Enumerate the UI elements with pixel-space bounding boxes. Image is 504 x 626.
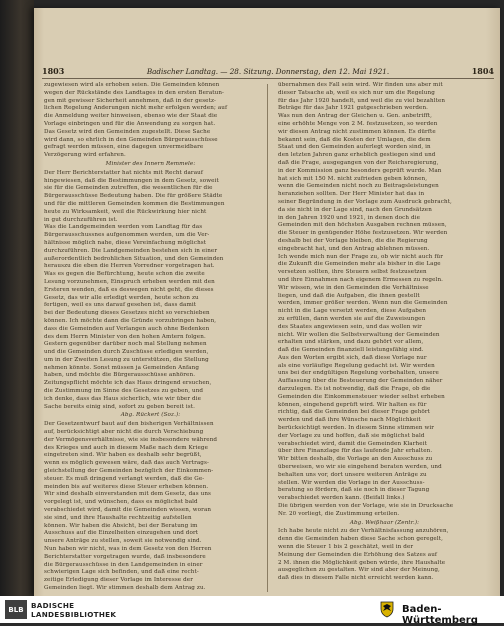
text-line: zugewiesen wird als erhoben seien. Die Gemeinden können xyxy=(44,82,220,88)
text-line: hältnisse möglich nahe, diese Vereinfachung möglichst xyxy=(44,239,207,246)
text-line: des Krieges und auch in diesem Maße nach dem Kriege xyxy=(44,444,209,451)
text-line: Bürgerausschüsse Bedeutung haben. Die für größere Städte xyxy=(44,193,223,200)
text-line: für das Jahr 1920 handelt, und weil die zu viel bezahlten xyxy=(278,97,446,104)
text-line: Zeitungspflicht möchte ich das Haus dringend ersuchen, xyxy=(44,380,212,387)
text-line: wegen der Rückstände des Landtages in den ersten Beratun- xyxy=(44,89,225,96)
text-line: sie sind, und ihre Haushalte rechtzeitig aufstellen xyxy=(44,514,192,521)
text-line: verabschiedet wird, damit die Gemeinden Klarheit xyxy=(278,440,427,447)
text-line: des Staates angewiesen sein, und das wollen wir xyxy=(278,323,422,330)
text-line: Das Gesetz wird den Gemeinden zugestellt. Diese Sache xyxy=(44,128,211,135)
text-line: daß die Frage, ausgegangen von der Reichsregierung, xyxy=(278,159,439,166)
text-line: wenn die Steuer 1 bis 2 geschätzt, weil in der xyxy=(278,544,414,551)
text-line: in der Kommission ganz besonders geprüft wurde. Man xyxy=(278,167,442,174)
text-line: Berichterstatter vorgetragen wurde, daß insbesondere xyxy=(44,553,206,560)
text-line: nehmen könnte. Sonst müssen ja Gemeinden Anfang xyxy=(44,364,200,371)
text-line: Sache bereits einig sind, sofort zu geben bereit ist. xyxy=(44,403,195,410)
text-line: des dem Herrn Minister von den hohen Ämtern folgen. xyxy=(44,333,206,340)
text-line: die Zustimmung im Sinne des Gesetzes zu geben, und xyxy=(44,388,204,395)
text-line: Vorlage einbringen und für die Anwendung zu sorgen hat. xyxy=(44,120,216,127)
text-line: um in der Zweiten Lesung zu unterstützen, die Stellung xyxy=(44,356,209,363)
column-divider xyxy=(267,84,268,592)
text-line: in gut durchzuführen ist. xyxy=(44,216,118,223)
text-line: Die übrigen werden von der Vorlage, wie sie in Drucksache xyxy=(278,503,454,510)
blb-logo[interactable]: BLB xyxy=(5,600,27,619)
text-line: Lesung vorzunehmen, Einspruch erheben werden mit den xyxy=(44,278,215,285)
text-line: Verzögerung wird erfahren. xyxy=(44,152,126,159)
text-line: eine erhöhte Menge von 2 M. festzusetzen, so werden xyxy=(278,120,438,127)
text-line: liegen, und daß die Aufgaben, die ihnen gestellt xyxy=(278,292,420,299)
text-line: Nun haben wir nicht, was in dem Gesetz von den Herren xyxy=(44,546,212,553)
text-line: daß dies in diesem Falle nicht erreicht werden kann. xyxy=(278,575,434,582)
bw-crest-icon xyxy=(378,600,396,618)
text-line: die Steuer in genügender Höhe festzusetzen. Wir werden xyxy=(278,230,448,237)
text-line: Gemeinden die Einkommensteuer wieder selbst erheben xyxy=(278,393,445,400)
text-line: Ausschuss auf die Einzelheiten einzugehen und dort xyxy=(44,530,199,537)
text-line: deshalb bei der Vorlage bleiben, die die Regierung xyxy=(278,237,428,244)
text-line: Was nun den Antrag der Gleichen u. Gen. anbetrifft, xyxy=(278,113,433,120)
text-line: schwierigen Lage sich befinden, und daß eine recht- xyxy=(44,569,199,576)
text-line: Gemeinden liegt. Wir stimmen deshalb dem Antrag zu. xyxy=(44,585,206,591)
text-line: fertigen, weil es uns darauf gesehen ist, dass damit xyxy=(44,302,197,309)
text-line: ich denke, dass das Haus sicherlich, wie wir über die xyxy=(44,395,202,402)
text-line: können, eingehend geprüft wird. Wir halten es für xyxy=(278,401,427,408)
text-line: Beträge für das Jahr 1921 gutgeschrieben werden. xyxy=(278,105,429,112)
text-line: und ihre Einnahmen nach eigenem Ermessen zu regeln. xyxy=(278,276,444,283)
speaker-heading: Abg. Rückert (Soz.): xyxy=(120,412,181,419)
text-line: Gesetz, das wir alle erledigt werden, heute schon zu xyxy=(44,294,199,301)
text-line: die Bürgerausschüsse in den Landgemeinden in einer xyxy=(44,561,203,568)
text-line: übernahmen des Fall sein wird. Wir finden uns aber mit xyxy=(278,82,443,88)
text-line: stellen. Wir werden die Vorlage in der Ausschuss- xyxy=(278,479,425,486)
text-line: hingewiesen, daß die Bestimmungen in dem Gesetz, soweit xyxy=(44,177,219,184)
text-line: eingetreten sind. Wir haben es deshalb sehr begrüßt, xyxy=(44,452,202,459)
text-line: Wir sind deshalb einverstanden mit dem Gesetz, das uns xyxy=(44,491,212,498)
page-header xyxy=(42,66,494,79)
text-line: Bürgerausschussnes aufgenommen werden, um die Ver- xyxy=(44,232,210,239)
text-line: heranziehen sollten. Der Herr Minister hat das in xyxy=(278,191,425,198)
running-head: Badischer Landtag. — 28. Sitzung. Donnerstag, den 12. Mai 1921. xyxy=(146,67,390,76)
page-number-right: 1804 xyxy=(471,66,494,76)
text-line: Meinung der Gemeinden die Erhöhung des Satzes auf xyxy=(278,551,438,558)
text-line: seiner Begründung in der Vorlage zum Ausdruck gebracht, xyxy=(278,198,452,205)
text-line: der Vermögensverhältnisse, wie sie insbesondere während xyxy=(44,436,218,443)
text-line: werden und daß ihre Wünsche nach Möglichkeit xyxy=(278,417,421,424)
text-line: Gemeinden mit den höchsten Ausgaben rechnen müssen, xyxy=(278,222,447,229)
text-line: lichen Regelung Änderungen nicht mehr erfolgen werden; auf xyxy=(44,105,228,112)
text-line: Der Herr Berichterstatter hat nichts mit Recht darauf xyxy=(44,169,204,176)
text-line: und die Gemeinden durch Zuschüsse erledigen werden, xyxy=(44,349,209,356)
text-line: gen mit gewisser Sicherheit annehmen, daß in der gesetz- xyxy=(44,97,217,104)
text-line: unsere Anträge zu stellen, soweit sie notwendig sind. xyxy=(44,538,202,545)
text-line: vorgelegt ist, und wünschen, dass es möglichst bald xyxy=(44,499,198,506)
text-line: meinden bis auf weiteres diese Steuer erheben können. xyxy=(44,483,209,490)
text-line: Aus den Worten ergibt sich, daß diese Vorlage nur xyxy=(278,354,427,361)
text-line: überweisen, wo wir sie eingehend beraten werden, und xyxy=(278,464,442,471)
text-line: verabschiedet wird, damit die Gemeinden wissen, woran xyxy=(44,507,212,514)
text-line: Auffassung über die Besteuerung der Gemeinden näher xyxy=(278,378,443,385)
speaker-heading: Abg. Weißhaar (Zentr.): xyxy=(349,519,420,526)
text-line: berücksichtigt werden. In diesem Sinne stimmen wir xyxy=(278,425,435,432)
text-line: Was die Landgemeinden werden vom Landtag für das xyxy=(44,224,203,231)
text-line: Staat und den Gemeinden auferlegt worden sind, in xyxy=(278,144,431,151)
page-number-left: 1803 xyxy=(42,66,65,76)
library-name-line2: LANDESBIBLIOTHEK xyxy=(31,610,117,619)
state-name[interactable]: Baden-Württemberg xyxy=(402,604,478,626)
text-line: den letzten Jahren ganz erheblich gestiegen sind und xyxy=(278,152,436,159)
text-line: Wir bitten deshalb, die Vorlage an den Ausschuss zu xyxy=(278,456,433,463)
library-name-line1: BADISCHE xyxy=(31,601,75,610)
text-line: denn die Gemeinden haben diese Sache schon geregelt, xyxy=(278,536,443,543)
text-line: Wir wissen, wie in den Gemeinden die Verhältnisse xyxy=(278,284,429,291)
text-line: wenn es möglich gewesen wäre, daß das auch Vertrags- xyxy=(44,460,209,467)
text-line: erhalten und stärken, und dazu gehört vor allem, xyxy=(278,339,424,346)
text-line: da sie nicht in der Lage sind, nach den Grundsätzen xyxy=(278,206,432,213)
speaker-heading: Minister des Innern Remmele: xyxy=(105,160,196,167)
text-line: können. Ich möchte dann die Gründe vorzubringen haben, xyxy=(44,317,217,324)
book-spine xyxy=(0,0,34,596)
text-line: dieser Tatsache ab, weil es sich nur um die Regelung xyxy=(278,89,435,96)
text-line: ausgeglichen zu gestalten. Wir sind aber der Meinung, xyxy=(278,567,440,574)
text-line: auf, berücksichtigt aber nicht die durch Verschiebung xyxy=(44,429,204,436)
text-line: steuer. Es muß dringend verlangt werden, daß die Ge- xyxy=(44,475,205,482)
text-column-right xyxy=(278,82,491,596)
text-line: verabschiedet werden kann. (Beifall links.) xyxy=(278,495,405,502)
text-line: uns bei der endgültigen Regelung vorbehalten, unsere xyxy=(278,370,439,377)
text-line: als eine vorläufige Regelung gedacht ist. Wir werden xyxy=(278,362,435,369)
text-line: nicht in die Lage versetzt werden, diese Aufgaben xyxy=(278,308,427,315)
text-line: darzulegen. Es ist notwendig, daß die Frage, ob die xyxy=(278,386,431,393)
text-line: sie für die Gemeinden zutreffen, die wesentlichen für die xyxy=(44,185,213,192)
text-line: eingebracht hat, und den Antrag ablehnen müssen. xyxy=(278,245,430,252)
text-line: behalten uns vor, dort unsere weiteren Anträge zu xyxy=(278,471,427,478)
text-line: nicht. Wir wollen die Selbstverwaltung der Gemeinden xyxy=(278,331,440,338)
text-line: Ich wende mich nun der Frage zu, ob wir nicht auch für xyxy=(278,253,444,260)
text-line: Ich habe heute nicht zu der Verhältnisfassung anzuhören, xyxy=(278,528,449,535)
text-line: Nr. 20 vorliegt, die Zustimmung erteilen. xyxy=(278,510,400,517)
text-column-left xyxy=(44,82,257,596)
text-line: durchzuführen. Die Landgemeinden bestehen sich in einer xyxy=(44,247,218,254)
text-line: über ihre Finanzlage für das laufende Jahr erhalten. xyxy=(278,448,433,455)
text-line: bei der Bedeutung dieses Gesetzes nicht so verschieben xyxy=(44,310,210,317)
text-line: Ersteren wenden, daß es deswegen nicht geht, die dieses xyxy=(44,286,214,293)
library-name xyxy=(31,601,116,619)
text-line: beratung so fördern, daß sie noch in dieser Tagung xyxy=(278,487,430,494)
text-line: Gestern gegenüber darüber noch mal Stellung nehmen xyxy=(44,341,207,348)
text-line: in den Jahren 1920 und 1921, in denen doch die xyxy=(278,214,421,221)
text-line: richtig, daß die Gemeinden bei dieser Frage gehört xyxy=(278,409,431,416)
text-line: die Anmeldung weiter hinweisen, ebenso wie der Staat die xyxy=(44,113,218,120)
text-line: gleichstellung der Gemeinden bezüglich der Einkommen- xyxy=(44,468,214,475)
text-line: dass die Gemeinden auf Verlangen auch ohne Bedenken xyxy=(44,325,210,332)
scanned-page xyxy=(34,8,500,596)
text-line: und für die mittleren Gemeinden kommen die Bestimmungen xyxy=(44,200,225,207)
text-line: die Zukunft die Gemeinden mehr als bisher in die Lage xyxy=(278,261,441,268)
text-line: wir diesen Antrag nicht zustimmen können. Es dürfte xyxy=(278,128,436,135)
text-line: versetzen sollten, ihre Steuern selbst festzusetzen xyxy=(278,269,427,276)
text-line: der Vorlage zu und hoffen, daß sie möglichst bald xyxy=(278,432,425,439)
text-line: gefragt werden müssen, eine dagegen unvermeidbare xyxy=(44,144,204,151)
text-line: zeitige Erledigung dieser Vorlage im Interesse der xyxy=(44,577,194,584)
text-line: Der Gesetzentwurf baut auf den bisherigen Verhältnissen xyxy=(44,421,214,428)
text-line: wird dann, so ehrlich in den Gemeinden Bürgerausschüsse xyxy=(44,136,218,143)
text-line: Was es gegen die Befürchtung, heute schon die zweite xyxy=(44,271,205,278)
text-line: 2 M. ihnen die Möglichkeit geben würde, ihre Haushalte xyxy=(278,559,446,566)
text-line: werden, immer größer werden. Wenn nun die Gemeinden xyxy=(278,300,448,307)
text-line: zu erfüllen, dann werden sie auf die Zuweisungen xyxy=(278,315,426,322)
text-line: können. Wir haben die Absicht, bei der Beratung im xyxy=(44,522,198,529)
text-line: hat sich mit 150 M. nicht zufrieden geben können, xyxy=(278,175,428,182)
text-line: herauszu die eben die Herren Vorredner vorgetragen hat. xyxy=(44,263,215,270)
text-line: wenn die Gemeinden nicht noch zu Beitragsleistungen xyxy=(278,183,439,190)
text-line: bekannt sein, daß die Kosten der Umlagen, die dem xyxy=(278,136,431,143)
text-line: haben, und möchte die Bürgerausschüsse anhören. xyxy=(44,372,196,379)
text-line: außerordentlich bedrohlichen Situation, und den Gemeinden xyxy=(44,255,224,262)
text-line: daß die Gemeinden finanziell leistungsfähig sind. xyxy=(278,347,424,354)
footer-bar xyxy=(0,596,504,626)
text-line: heute zu Wirksamkeit, weil die Rückwirkung hier nicht xyxy=(44,208,207,215)
